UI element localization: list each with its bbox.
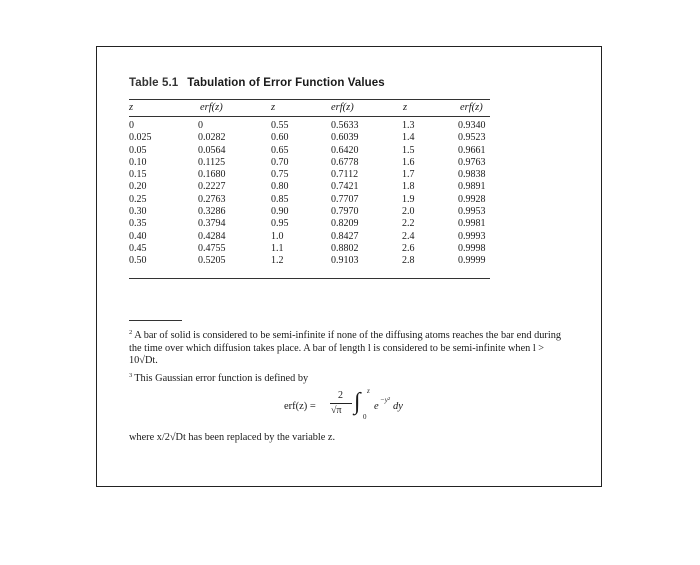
page-frame xyxy=(96,46,602,487)
column-erf-3 xyxy=(458,120,486,268)
table-cell: 2.8 xyxy=(402,255,415,267)
table-cell: 2.2 xyxy=(402,218,415,230)
header-z-1: z xyxy=(129,102,134,113)
integral-sign-icon: ∫ xyxy=(354,389,361,415)
table-cell: 0.9928 xyxy=(458,193,486,205)
table-cell: 0.9763 xyxy=(458,156,486,168)
table-cell: 0.15 xyxy=(129,169,147,181)
table-cell: 0.9523 xyxy=(458,132,486,144)
table-cell: 0.0564 xyxy=(198,144,226,156)
table-title-text: Tabulation of Error Function Values xyxy=(187,77,385,89)
footnote-3-text: This Gaussian error function is defined by xyxy=(134,373,309,384)
table-cell: 0.20 xyxy=(129,181,147,193)
formula-dy: dy xyxy=(393,401,403,412)
footnote-3-mark: 3 xyxy=(129,372,133,379)
table-cell: 0 xyxy=(129,120,134,131)
table-cell: 0.90 xyxy=(271,206,289,218)
formula-denominator: √π xyxy=(331,405,342,416)
table-cell: 0.2227 xyxy=(198,181,226,193)
table-cell: 0.0282 xyxy=(198,132,226,144)
footnote-2-text: A bar of solid is considered to be semi-infinite if none of the diffusing atoms reaches the bar end during the time over which diffusion takes place. A bar of length l is considered to be semi-infinite when l > 10√Dt. xyxy=(129,330,561,367)
table-cell: 1.1 xyxy=(271,242,284,254)
table-cell: 0.95 xyxy=(271,218,289,230)
table-cell: 1.3 xyxy=(402,120,415,131)
column-erf-1 xyxy=(198,120,226,268)
header-z-2: z xyxy=(271,102,276,113)
table-header-rule xyxy=(129,116,490,117)
table-top-rule xyxy=(129,99,490,100)
header-erf-1: erf(z) xyxy=(200,102,223,113)
table-cell: 1.6 xyxy=(402,156,415,168)
table-cell: 0.4284 xyxy=(198,230,226,242)
table-cell: 0.6420 xyxy=(331,144,359,156)
formula-lhs: erf(z) = xyxy=(284,401,316,412)
column-z-3 xyxy=(402,120,415,268)
table-cell: 1.7 xyxy=(402,169,415,181)
table-cell: 0.45 xyxy=(129,242,147,254)
table-cell: 0.9981 xyxy=(458,218,486,230)
table-cell: 2.0 xyxy=(402,206,415,218)
table-cell: 0.7112 xyxy=(331,169,359,181)
table-cell: 0.5633 xyxy=(331,120,359,131)
table-number: Table 5.1 xyxy=(129,77,179,89)
table-cell: 0.70 xyxy=(271,156,289,168)
table-cell: 0.65 xyxy=(271,144,289,156)
table-cell: 0.3286 xyxy=(198,206,226,218)
formula-integrand: e xyxy=(374,401,379,412)
table-cell: 0.30 xyxy=(129,206,147,218)
formula-lower-limit: 0 xyxy=(363,413,367,421)
table-cell: 0.025 xyxy=(129,132,152,144)
header-erf-2: erf(z) xyxy=(331,102,354,113)
table-cell: 0.1680 xyxy=(198,169,226,181)
table-cell: 0.3794 xyxy=(198,218,226,230)
table-cell: 0.9838 xyxy=(458,169,486,181)
footnote-2-mark: 2 xyxy=(129,329,133,336)
table-cell: 0.8802 xyxy=(331,242,359,254)
table-cell: 0.75 xyxy=(271,169,289,181)
table-cell: 0.1125 xyxy=(198,156,226,168)
table-cell: 0.9998 xyxy=(458,242,486,254)
table-cell: 0.8209 xyxy=(331,218,359,230)
table-title xyxy=(129,77,385,89)
formula-numerator: 2 xyxy=(338,390,343,401)
table-cell: 0.7707 xyxy=(331,193,359,205)
table-cell: 0.9999 xyxy=(458,255,486,267)
table-cell: 0.10 xyxy=(129,156,147,168)
column-z-1 xyxy=(129,120,152,268)
table-bottom-rule xyxy=(129,278,490,279)
table-cell: 0.6778 xyxy=(331,156,359,168)
table-cell: 0.60 xyxy=(271,132,289,144)
table-cell: 0.9953 xyxy=(458,206,486,218)
table-cell: 0.9103 xyxy=(331,255,359,267)
erf-formula xyxy=(284,386,424,426)
table-cell: 1.4 xyxy=(402,132,415,144)
table-cell: 0.9993 xyxy=(458,230,486,242)
table-cell: 0.5205 xyxy=(198,255,226,267)
table-cell: 0.8427 xyxy=(331,230,359,242)
table-cell: 2.6 xyxy=(402,242,415,254)
table-cell: 0.7421 xyxy=(331,181,359,193)
table-cell: 0.35 xyxy=(129,218,147,230)
column-erf-2 xyxy=(331,120,359,268)
table-cell: 0.4755 xyxy=(198,242,226,254)
table-cell: 1.2 xyxy=(271,255,284,267)
where-statement: where x/2√Dt has been replaced by the variable z. xyxy=(129,432,336,443)
table-cell: 0.7970 xyxy=(331,206,359,218)
table-cell: 1.0 xyxy=(271,230,284,242)
formula-exponent: −y² xyxy=(380,396,390,404)
table-cell: 1.8 xyxy=(402,181,415,193)
table-cell: 0.9340 xyxy=(458,120,486,131)
header-erf-3: erf(z) xyxy=(460,102,483,113)
table-cell: 0.6039 xyxy=(331,132,359,144)
table-cell: 0.40 xyxy=(129,230,147,242)
footnote-2 xyxy=(129,327,569,368)
table-cell: 1.9 xyxy=(402,193,415,205)
table-cell: 0.05 xyxy=(129,144,147,156)
table-cell: 0.55 xyxy=(271,120,289,131)
formula-upper-limit: z xyxy=(367,387,370,395)
table-cell: 0.9661 xyxy=(458,144,486,156)
footnote-3 xyxy=(129,370,569,386)
table-cell: 1.5 xyxy=(402,144,415,156)
table-cell: 0.25 xyxy=(129,193,147,205)
table-cell: 0.85 xyxy=(271,193,289,205)
table-cell: 2.4 xyxy=(402,230,415,242)
formula-fraction-bar xyxy=(330,403,352,404)
table-cell: 0.9891 xyxy=(458,181,486,193)
table-cell: 0.50 xyxy=(129,255,147,267)
footnote-rule xyxy=(129,320,182,321)
header-z-3: z xyxy=(403,102,408,113)
table-cell: 0.2763 xyxy=(198,193,226,205)
table-cell: 0 xyxy=(198,120,203,131)
table-cell: 0.80 xyxy=(271,181,289,193)
column-z-2 xyxy=(271,120,289,268)
